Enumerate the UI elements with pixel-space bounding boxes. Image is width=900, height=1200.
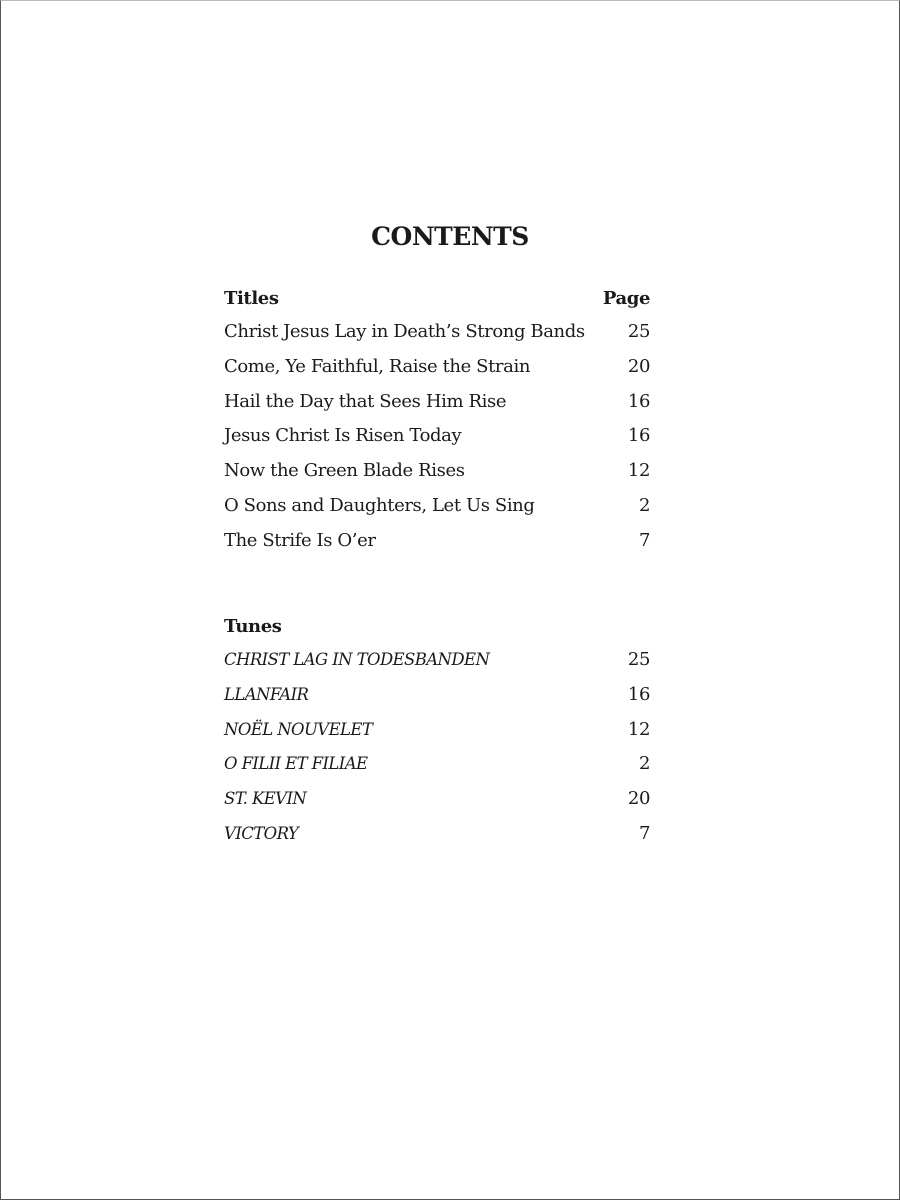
entry-title: The Strife Is O’er: [224, 529, 376, 551]
entry-title: Now the Green Blade Rises: [224, 460, 465, 482]
tune-name: ST. KEVIN: [224, 789, 307, 809]
entry-page-number: 7: [638, 529, 650, 551]
page-column-header: Page: [602, 288, 650, 309]
toc-entry[interactable]: [224, 425, 650, 460]
entry-page-number: 7: [638, 822, 650, 844]
toc-entry[interactable]: [224, 788, 650, 823]
tunes-section: [224, 616, 650, 858]
tunes-header-row: [224, 616, 650, 649]
titles-header-label: Titles: [224, 288, 279, 309]
toc-entry[interactable]: [224, 753, 650, 788]
toc-entry[interactable]: [224, 530, 650, 565]
toc-entry[interactable]: [224, 649, 650, 684]
tune-name: VICTORY: [224, 823, 299, 843]
toc-entry[interactable]: [224, 719, 650, 754]
contents-heading: CONTENTS: [371, 222, 529, 251]
tune-name: CHRIST LAG IN TODESBANDEN: [224, 650, 490, 669]
toc-entry[interactable]: [224, 460, 650, 495]
titles-section: [224, 288, 650, 565]
entry-page-number: 12: [627, 718, 650, 740]
entry-page-number: 16: [627, 425, 650, 447]
toc-entry[interactable]: [224, 684, 650, 719]
entry-page-number: 16: [627, 390, 650, 412]
entry-title: Hail the Day that Sees Him Rise: [224, 390, 507, 412]
toc-entry[interactable]: [224, 495, 650, 530]
entry-page-number: 16: [627, 683, 650, 705]
tune-name: NOËL NOUVELET: [224, 719, 373, 739]
entry-page-number: 2: [638, 753, 650, 775]
entry-page-number: 20: [627, 355, 650, 377]
entry-page-number: 2: [638, 494, 650, 516]
tune-name: LLANFAIR: [224, 684, 309, 704]
toc-entry[interactable]: [224, 823, 650, 858]
entry-title: Come, Ye Faithful, Raise the Strain: [224, 355, 531, 377]
entry-title: Christ Jesus Lay in Death’s Strong Bands: [224, 321, 585, 342]
entry-page-number: 20: [627, 788, 650, 810]
toc-entry[interactable]: [224, 391, 650, 426]
entry-page-number: 25: [627, 321, 650, 342]
tunes-header-label: Tunes: [224, 616, 282, 637]
entry-title: Jesus Christ Is Risen Today: [224, 425, 462, 447]
entry-page-number: 12: [627, 460, 650, 482]
entry-page-number: 25: [627, 649, 650, 670]
entry-title: O Sons and Daughters, Let Us Sing: [224, 494, 535, 516]
toc-entry[interactable]: [224, 356, 650, 391]
titles-header-row: [224, 288, 650, 321]
toc-entry[interactable]: [224, 321, 650, 356]
tune-name: O FILII ET FILIAE: [224, 754, 368, 774]
